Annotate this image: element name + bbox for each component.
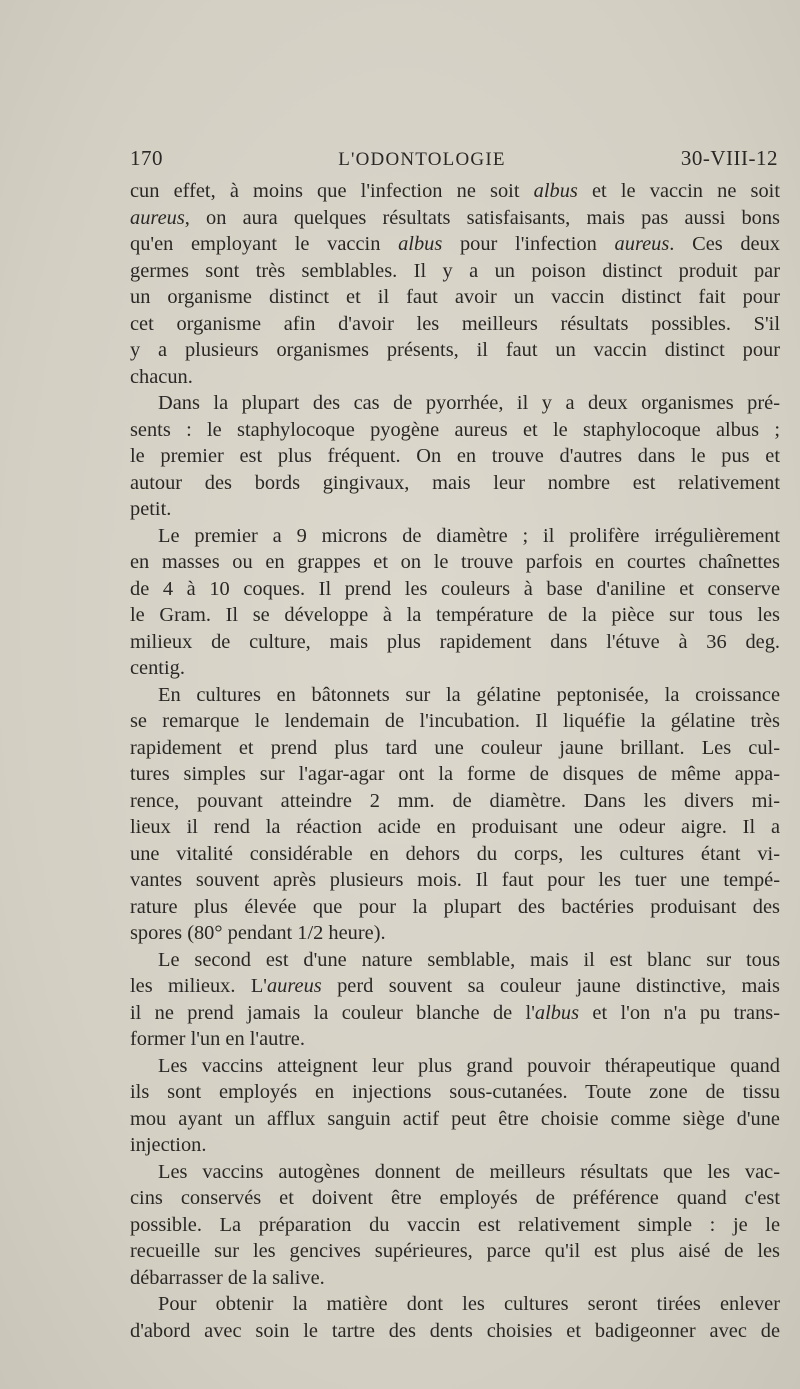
text-line: ils sont employés en injections sous-cutanées. Toute zone de tissu	[130, 1081, 780, 1103]
text-line: autour des bords gingivaux, mais leur nombre est relativement	[130, 471, 780, 494]
text-line: y a plusieurs organismes présents, il faut un vaccin distinct pour	[130, 339, 780, 361]
text-line: chacun.	[130, 365, 193, 388]
text-line: possible. La préparation du vaccin est relativement simple : je le	[130, 1213, 780, 1236]
text-line: cins conservés et doivent être employés de préférence quand c'est	[130, 1187, 780, 1209]
text-line: une vitalité considérable en dehors du corps, les cultures étant vi-	[130, 842, 780, 865]
text-line: un organisme distinct et il faut avoir un vaccin distinct fait pour	[130, 286, 780, 308]
text-line: le premier est plus fréquent. On en trouve d'autres dans le pus et	[130, 445, 780, 467]
text-line: les milieux. L'aureus perd souvent sa couleur jaune distinctive, mais	[130, 975, 780, 997]
text-line: cet organisme afin d'avoir les meilleurs résultats possibles. S'il	[130, 312, 780, 335]
text-line: Dans la plupart des cas de pyorrhée, il y a deux organismes pré-	[158, 392, 780, 414]
text-line: se remarque le lendemain de l'incubation. Il liquéfie la gélatine très	[130, 710, 780, 732]
text-line: recueille sur les gencives supérieures, parce qu'il est plus aisé de les	[130, 1240, 780, 1262]
text-line: cun effet, à moins que l'infection ne soit albus et le vaccin ne soit	[130, 180, 780, 202]
issue-date: 30-VIII-12	[680, 146, 778, 170]
text-line: Les vaccins atteignent leur plus grand pouvoir thérapeutique quand	[158, 1054, 780, 1077]
text-line: spores (80° pendant 1/2 heure).	[130, 922, 386, 944]
text-line: tures simples sur l'agar-agar ont la forme de disques de même appa-	[130, 763, 780, 785]
running-header	[130, 146, 778, 171]
text-line: débarrasser de la salive.	[130, 1266, 325, 1289]
article-body	[130, 178, 780, 1344]
text-line: d'abord avec soin le tartre des dents choisies et badigeonner avec de	[130, 1319, 780, 1342]
text-line: milieux de culture, mais plus rapidement dans l'étuve à 36 deg.	[130, 630, 780, 653]
text-line: former l'un en l'autre.	[130, 1028, 305, 1050]
text-line: Le premier a 9 microns de diamètre ; il prolifère irrégulièrement	[158, 524, 780, 547]
text-line: Le second est d'une nature semblable, mais il est blanc sur tous	[158, 948, 780, 971]
text-line: sents : le staphylocoque pyogène aureus et le staphylocoque albus ;	[130, 418, 780, 441]
text-line: vantes souvent après plusieurs mois. Il faut pour les tuer une tempé-	[130, 869, 780, 891]
text-line: injection.	[130, 1134, 207, 1156]
text-line: centig.	[130, 657, 185, 679]
text-line: petit.	[130, 498, 172, 520]
text-line: Pour obtenir la matière dont les cultures seront tirées enlever	[158, 1293, 780, 1315]
text-line: rapidement et prend plus tard une couleur jaune brillant. Les cul-	[130, 736, 780, 759]
text-line: germes sont très semblables. Il y a un poison distinct produit par	[130, 259, 780, 282]
text-line: En cultures en bâtonnets sur la gélatine peptonisée, la croissance	[158, 683, 780, 706]
text-line: le Gram. Il se développe à la température de la pièce sur tous les	[130, 604, 780, 626]
text-line: aureus, on aura quelques résultats satisfaisants, mais pas aussi bons	[130, 206, 780, 229]
text-line: rature plus élevée que pour la plupart des bactéries produisant des	[130, 895, 780, 918]
text-line: rence, pouvant atteindre 2 mm. de diamètre. Dans les divers mi-	[130, 789, 780, 812]
text-line: lieux il rend la réaction acide en produisant une odeur aigre. Il a	[130, 816, 780, 838]
text-line: de 4 à 10 coques. Il prend les couleurs à base d'aniline et conserve	[130, 577, 780, 600]
text-line: il ne prend jamais la couleur blanche de l'albus et l'on n'a pu trans-	[130, 1001, 780, 1024]
text-line: mou ayant un afflux sanguin actif peut être choisie comme siège d'une	[130, 1107, 780, 1130]
text-line: qu'en employant le vaccin albus pour l'infection aureus. Ces deux	[130, 233, 781, 255]
text-line: Les vaccins autogènes donnent de meilleurs résultats que les vac-	[158, 1160, 780, 1183]
text-line: en masses ou en grappes et on le trouve parfois en courtes chaînettes	[130, 551, 780, 573]
journal-title: L'ODONTOLOGIE	[338, 149, 506, 170]
page-number: 170	[130, 146, 163, 170]
